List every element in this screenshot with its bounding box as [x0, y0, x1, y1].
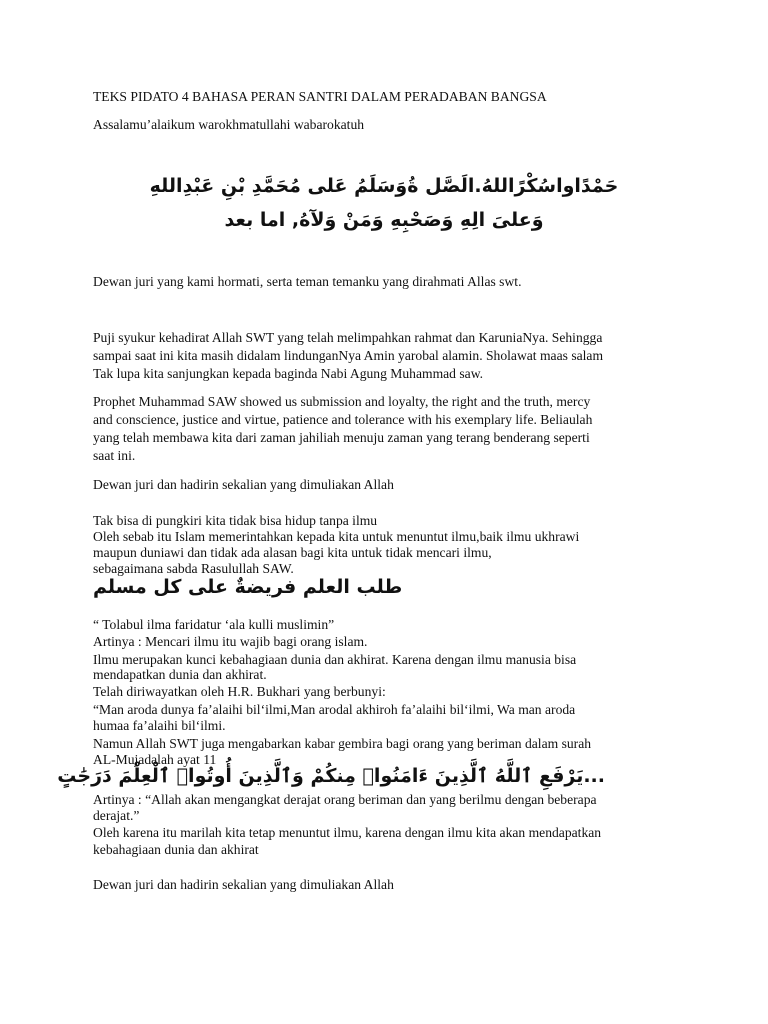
- paragraph-line: yang telah membawa kita dari zaman jahiliah menuju zaman yang terang benderang seperti: [93, 430, 590, 445]
- arabic-opening-line-1: حَمْدًاواسُكْرًاللهُ.الَصَّل ةُوَسَلَمُ عَلى مُحَمَّدِ بْنِ عَبْدِاللهِ: [149, 175, 619, 197]
- paragraph-line: maupun duniawi dan tidak ada alasan bagi kita untuk tidak mencari ilmu,: [93, 545, 492, 560]
- paragraph-line: and conscience, justice and virtue, patience and tolerance with his exemplary life. Beliaulah: [93, 412, 593, 427]
- paragraph-line: Tak bisa di pungkiri kita tidak bisa hidup tanpa ilmu: [93, 513, 378, 528]
- paragraph-line: Artinya : “Allah akan mengangkat derajat orang beriman dan yang berilmu dengan beberapa: [93, 792, 597, 807]
- address-paragraph-3: Dewan juri dan hadirin sekalian yang dimuliakan Allah: [93, 877, 394, 892]
- arabic-quran-verse: ...يَرْفَعِ ٱللَّهُ ٱلَّذِينَ ءَامَنُوا۟ مِنكُمْ وَٱلَّذِينَ أُوتُوا۟ ٱلْعِلْمَ دَرَجَٰتٍ: [57, 765, 605, 787]
- document-title: TEKS PIDATO 4 BAHASA PERAN SANTRI DALAM PERADABAN BANGSA: [93, 89, 547, 104]
- paragraph-line: sampai saat ini kita masih didalam lindunganNya Amin yarobal alamin. Sholawat maas salam: [93, 348, 604, 363]
- greeting: Assalamu’alaikum warokhmatullahi wabarokatuh: [93, 117, 365, 132]
- paragraph-line: Telah diriwayatkan oleh H.R. Bukhari yang berbunyi:: [93, 684, 386, 699]
- paragraph-line: saat ini.: [93, 448, 136, 463]
- paragraph-line: humaa fa’alaihi bil‘ilmi.: [93, 718, 226, 733]
- paragraph-line: AL-Mujadalah ayat 11: [93, 752, 217, 767]
- paragraph-line: Oleh sebab itu Islam memerintahkan kepada kita untuk menuntut ilmu,baik ilmu ukhrawi: [93, 529, 580, 544]
- paragraph-line: Puji syukur kehadirat Allah SWT yang telah melimpahkan rahmat dan KaruniaNya. Sehingga: [93, 330, 603, 345]
- paragraph-line: “ Tolabul ilma faridatur ‘ala kulli muslimin”: [93, 617, 335, 632]
- address-paragraph-1: Dewan juri yang kami hormati, serta teman temanku yang dirahmati Allas swt.: [93, 274, 522, 289]
- address-paragraph-2: Dewan juri dan hadirin sekalian yang dimuliakan Allah: [93, 477, 394, 492]
- paragraph-line: mendapatkan dunia dan akhirat.: [93, 667, 267, 682]
- arabic-opening-line-2: وَعلىَ الِهِ وَصَحْبِهِ وَمَنْ وَلآهُ, اما بعد: [224, 209, 544, 231]
- paragraph-line: Tak lupa kita sanjungkan kepada baginda Nabi Agung Muhammad saw.: [93, 366, 484, 381]
- paragraph-line: Prophet Muhammad SAW showed us submission and loyalty, the right and the truth, mercy: [93, 394, 591, 409]
- paragraph-line: derajat.”: [93, 808, 140, 823]
- paragraph-line: kebahagiaan dunia dan akhirat: [93, 842, 259, 857]
- paragraph-line: Namun Allah SWT juga mengabarkan kabar gembira bagi orang yang beriman dalam surah: [93, 736, 592, 751]
- paragraph-line: “Man aroda dunya fa’alaihi bil‘ilmi,Man arodal akhiroh fa’alaihi bil‘ilmi, Wa man aroda: [93, 702, 576, 717]
- paragraph-line: Ilmu merupakan kunci kebahagiaan dunia dan akhirat. Karena dengan ilmu manusia bisa: [93, 652, 577, 667]
- arabic-hadith: طلب العلم فريضةٌ على كل مسلم: [93, 576, 403, 598]
- paragraph-line: sebagaimana sabda Rasulullah SAW.: [93, 561, 294, 576]
- paragraph-line: Oleh karena itu marilah kita tetap menuntut ilmu, karena dengan ilmu kita akan mendapatkan: [93, 825, 602, 840]
- paragraph-line: Artinya : Mencari ilmu itu wajib bagi orang islam.: [93, 634, 368, 649]
